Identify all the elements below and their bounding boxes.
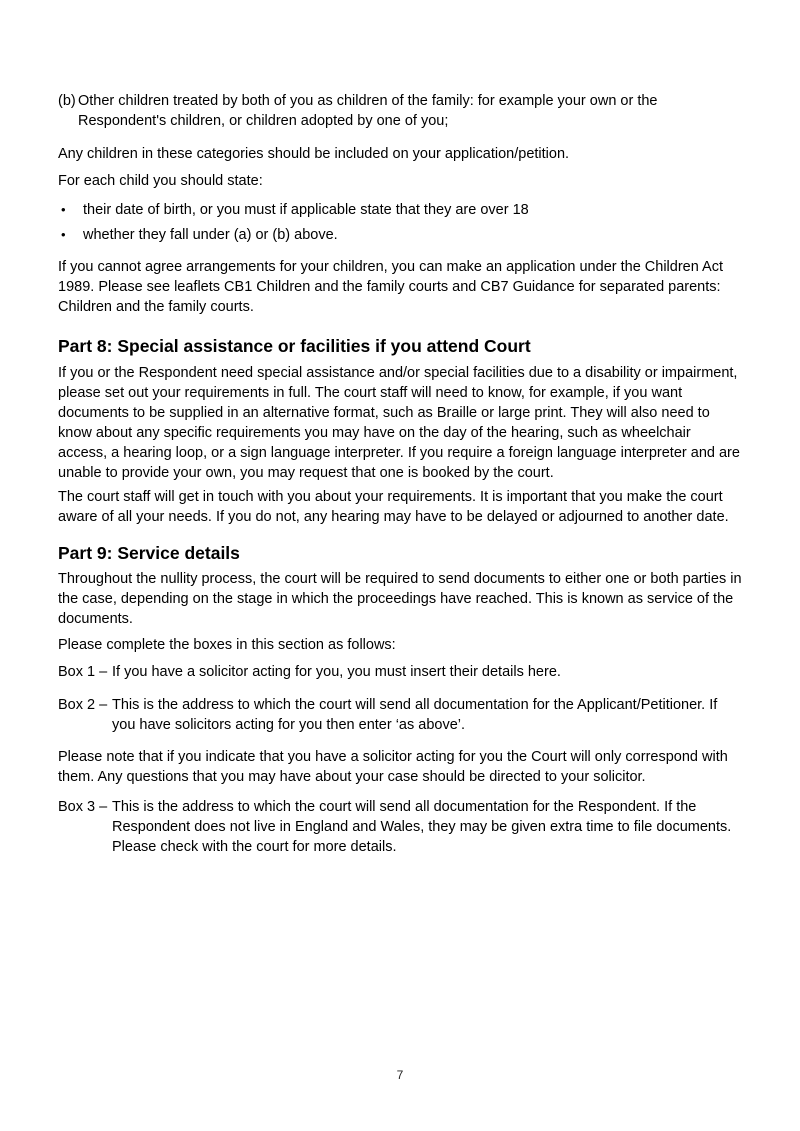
box2-label: Box 2 – [58, 697, 108, 713]
list-item-b [58, 91, 742, 131]
part9-paragraph-1: Throughout the nullity process, the court will be required to send documents to either one or both parties in the case, depending on the stage in which the proceedings have reached. This is known as service of the documents. [58, 571, 742, 627]
bullet-icon: • [61, 202, 66, 217]
part8-heading: Part 8: Special assistance or facilities if you attend Court [58, 336, 531, 356]
box3-label: Box 3 – [58, 799, 108, 815]
box1-instruction [58, 662, 742, 682]
solicitor-note-paragraph: Please note that if you indicate that you have a solicitor acting for you the Court will only correspond with them. Any questions that you may have about your case should be directed to your solicitor. [58, 749, 728, 785]
paragraph-children-categories: Any children in these categories should be included on your application/petition. [58, 146, 570, 162]
box1-text: If you have a solicitor acting for you, you must insert their details here. [112, 664, 561, 680]
box3-text: This is the address to which the court will send all documentation for the Respondent. If the Respondent does not live in England and Wales, they may be given extra time to file documents. Please check with the court for more details. [112, 799, 732, 855]
list-item-b-label: (b) [58, 93, 76, 109]
part9-heading: Part 9: Service details [58, 543, 240, 563]
box1-label: Box 1 – [58, 664, 108, 680]
bullet-item-fall-under [58, 225, 742, 245]
part8-paragraph-2: The court staff will get in touch with you about your requirements. It is important that you make the court aware of all your needs. If you do not, any hearing may have to be delayed or adjourned to another date. [58, 489, 729, 525]
list-item-b-text: Other children treated by both of you as children of the family: for example your own or the Respondent's children, or children adopted by one of you; [78, 93, 658, 129]
box2-instruction [58, 695, 742, 735]
part8-paragraph-1: If you or the Respondent need special assistance and/or special facilities due to a disability or impairment, please set out your requirements in full. The court staff will need to know, for example, if you want documents to be supplied in an alternative format, such as Braille or large print. They will also need to know about any specific requirements you may have on the day of the hearing, such as wheelchair access, a hearing loop, or a sign language interpreter. If you require a foreign language interpreter and are unable to provide your own, you may request that one is booked by the court. [58, 365, 740, 481]
bullet-item-date-of-birth [58, 200, 742, 220]
box2-text: This is the address to which the court will send all documentation for the Applicant/Petitioner. If you have solicitors acting for you then enter ‘as above’. [112, 697, 718, 733]
bullet-item-text: their date of birth, or you must if applicable state that they are over 18 [83, 202, 529, 218]
paragraph-each-child: For each child you should state: [58, 173, 263, 189]
paragraph-children-act: If you cannot agree arrangements for your children, you can make an application under the Children Act 1989. Please see leaflets CB1 Children and the family courts and CB7 Guidance for separated parents: Children and the family courts. [58, 259, 723, 315]
part9-paragraph-2: Please complete the boxes in this section as follows: [58, 637, 396, 653]
bullet-item-text: whether they fall under (a) or (b) above. [83, 227, 338, 243]
box3-instruction [58, 797, 742, 857]
page-content [58, 91, 742, 857]
page-number: 7 [396, 1068, 404, 1082]
bullet-icon: • [61, 227, 66, 242]
